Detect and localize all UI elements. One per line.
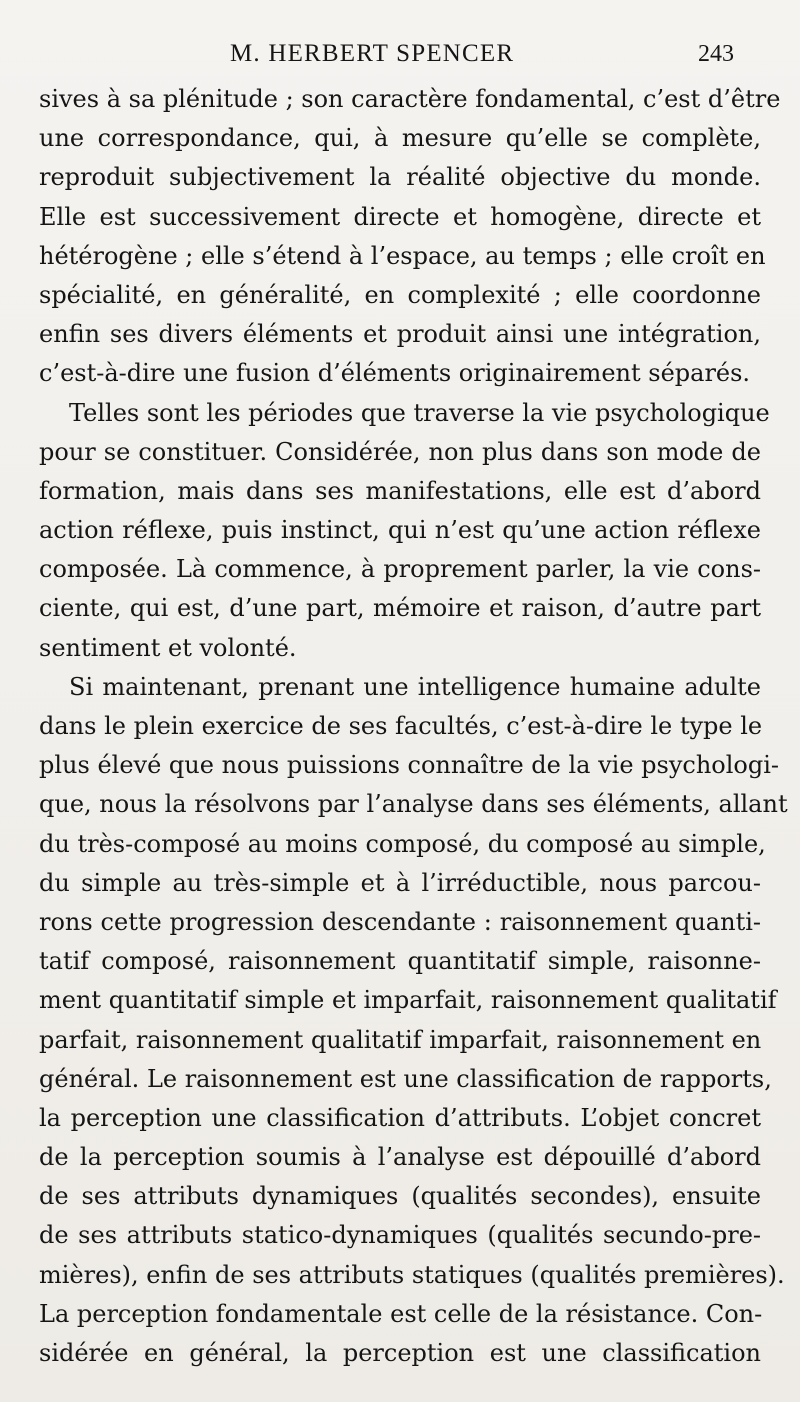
text-line: sives à sa plénitude ; son caractère fondamental, c’est d’être [39, 85, 781, 113]
text-line: formation, mais dans ses manifestations, elle est d’abord [39, 476, 761, 505]
text-line: du très-composé au moins composé, du composé au simple, [39, 829, 766, 858]
text-line: composée. Là commence, à proprement parler, la vie cons- [39, 555, 761, 584]
text-line: Si maintenant, prenant une intelligence humaine adulte [69, 672, 761, 701]
text-line: tatif composé, raisonnement quantitatif simple, raisonne- [39, 947, 761, 976]
text-line: de ses attributs statico-dynamiques (qualités secundo-pre- [39, 1221, 761, 1250]
text-line: de ses attributs dynamiques (qualités secondes), ensuite [39, 1182, 761, 1211]
text-line: que, nous la résolvons par l’analyse dans ses éléments, allant [39, 790, 788, 819]
paragraph-1 [39, 80, 781, 394]
text-line: reproduit subjectivement la réalité objective du monde. [39, 163, 761, 192]
text-line: la perception une classification d’attributs. L’objet concret [39, 1103, 761, 1132]
text-line: enfin ses divers éléments et produit ainsi une intégration, [39, 320, 761, 349]
text-line: La perception fondamentale est celle de la résistance. Con- [39, 1299, 763, 1328]
text-line: de la perception soumis à l’analyse est dépouillé d’abord [39, 1143, 761, 1172]
text-line: ment quantitatif simple et imparfait, raisonnement qualitatif [39, 986, 777, 1015]
text-line: spécialité, en généralité, en complexité ; elle coordonne [39, 280, 761, 309]
text-line: du simple au très-simple et à l’irréductible, nous parcou- [39, 868, 761, 897]
text-line: ciente, qui est, d’une part, mémoire et raison, d’autre part [39, 594, 761, 623]
paragraph-2 [39, 394, 770, 668]
text-line: rons cette progression descendante : raisonnement quanti- [39, 907, 761, 936]
text-line: Elle est successivement directe et homogène, directe et [39, 202, 761, 231]
body-text [39, 80, 788, 1373]
text-line: action réflexe, puis instinct, qui n’est qu’une action réflexe [39, 516, 761, 545]
text-line: une correspondance, qui, à mesure qu’elle se complète, [39, 124, 761, 153]
paragraph-3 [39, 668, 788, 1373]
text-line: pour se constituer. Considérée, non plus dans son mode de [39, 437, 761, 466]
page-number: 243 [698, 41, 734, 67]
text-line: sidérée en général, la perception est une classification [39, 1339, 761, 1367]
text-line: général. Le raisonnement est une classification de rapports, [39, 1064, 772, 1093]
text-line: hétérogène ; elle s’étend à l’espace, au temps ; elle croît en [39, 241, 766, 270]
text-line: mières), enfin de ses attributs statiques (qualités premières). [39, 1260, 785, 1289]
running-title: M. HERBERT SPENCER [230, 40, 515, 67]
text-line: c’est-à-dire une fusion d’éléments originairement séparés. [39, 359, 751, 388]
text-line: Telles sont les périodes que traverse la vie psychologique [69, 398, 770, 427]
text-line: sentiment et volonté. [39, 633, 297, 662]
running-head [0, 36, 800, 72]
text-line: plus élevé que nous puissions connaître de la vie psychologi- [39, 751, 780, 780]
text-line: dans le plein exercice de ses facultés, c’est-à-dire le type le [39, 712, 763, 740]
text-line: parfait, raisonnement qualitatif imparfait, raisonnement en [39, 1025, 762, 1054]
